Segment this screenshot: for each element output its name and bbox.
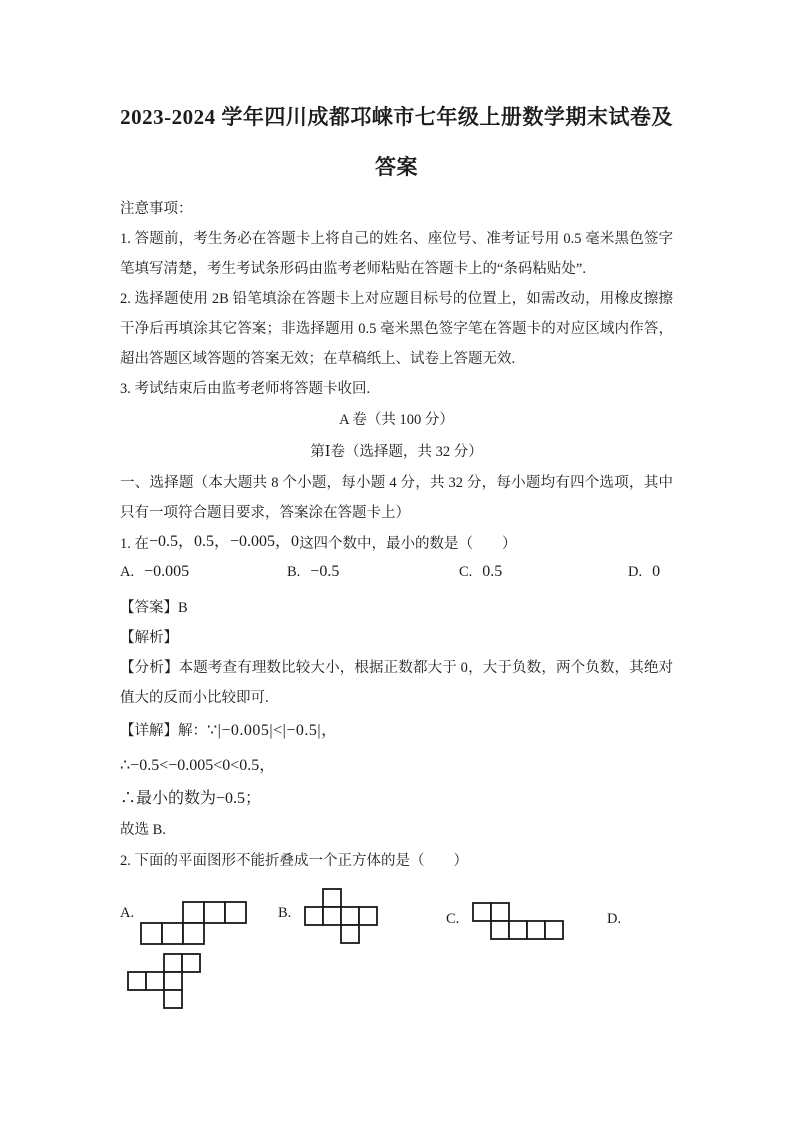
notice-item-3: 3. 考试结束后由监考老师将答题卡收回. bbox=[120, 381, 371, 397]
notice-item-1: 1. 答题前，考生务必在答题卡上将自己的姓名、座位号、准考证号用 0.5 毫米黑色签字笔填写清楚，考生考试条形码由监考老师粘贴在答题卡上的“条码粘贴处”. bbox=[120, 231, 673, 277]
option-d-value: 0 bbox=[652, 563, 661, 580]
answer-value: B bbox=[178, 600, 188, 616]
analysis-text: 本题考查有理数比较大小，根据正数都大于 0，大于负数，两个负数，其绝对值大的反而小比较即可. bbox=[120, 660, 673, 706]
option-c-value: 0.5 bbox=[482, 563, 503, 580]
answer-line bbox=[120, 593, 673, 623]
q2-option-d-label: D. bbox=[607, 911, 622, 927]
solution-conclusion: 故选 B. bbox=[120, 822, 166, 838]
paper-title-line2: 答案 bbox=[375, 155, 418, 179]
option-b-value: −0.5 bbox=[310, 563, 340, 580]
choice-section-intro: 一、选择题（本大题共 8 个小题，每小题 4 分，共 32 分，每小题均有四个选项，其中只有一项符合题目要求，答案涂在答题卡上） bbox=[120, 475, 673, 521]
question-1-numbers: −0.5，0.5，−0.005，0 bbox=[149, 533, 300, 550]
q2-option-a-label: A. bbox=[120, 905, 135, 921]
q2-option-b-label: B. bbox=[278, 905, 292, 921]
section-volume-a: A 卷（共 100 分） bbox=[339, 412, 454, 428]
analysis-heading: 【解析】 bbox=[120, 630, 178, 646]
solution-step-2: ∴最小的数为−0.5； bbox=[120, 790, 262, 807]
question-1-option-d bbox=[628, 563, 660, 581]
section-part-one: 第Ⅰ卷（选择题，共 32 分） bbox=[310, 444, 483, 460]
notice-item-2: 2. 选择题使用 2B 铅笔填涂在答题卡上对应题目标号的位置上，如需改动，用橡皮擦擦干净后再填涂其它答案；非选择题用 0.5 毫米黑色签字笔在答题卡的对应区域内作答，超出答题区域答题的答案无效；在草稿纸上、试卷上答题无效. bbox=[120, 291, 673, 367]
q2-option-c-label: C. bbox=[446, 911, 460, 927]
cube-net-diagram-b bbox=[304, 888, 378, 944]
analysis-label: 【分析】 bbox=[120, 660, 179, 676]
paper-title bbox=[120, 92, 673, 192]
question-2-figures bbox=[120, 879, 673, 1024]
question-1-option-a bbox=[120, 563, 189, 581]
detail-line bbox=[120, 713, 673, 749]
notice-heading: 注意事项： bbox=[120, 201, 193, 217]
cube-net-diagram-c bbox=[472, 902, 564, 940]
question-1-option-b bbox=[287, 563, 339, 581]
detail-label: 【详解】解： bbox=[120, 723, 207, 739]
question-2-stem: 2. 下面的平面图形不能折叠成一个正方体的是（ ） bbox=[120, 853, 468, 869]
option-a-value: −0.005 bbox=[144, 563, 190, 580]
option-a-label: A. bbox=[120, 564, 135, 580]
question-1-options bbox=[120, 563, 673, 593]
question-1-stem bbox=[120, 528, 673, 560]
paper-title-line1: 2023-2024 学年四川成都邛崃市七年级上册数学期末试卷及 bbox=[120, 105, 673, 129]
option-d-label: D. bbox=[628, 564, 643, 580]
answer-tag: 【答案】 bbox=[120, 600, 178, 616]
question-1-stem-suffix: 这四个数中，最小的数是（ ） bbox=[299, 536, 517, 552]
analysis-paragraph bbox=[120, 653, 673, 713]
solution-step-1: ∴−0.5<−0.005<0<0.5， bbox=[120, 757, 276, 774]
cube-net-diagram-a bbox=[140, 901, 247, 945]
option-b-label: B. bbox=[287, 564, 301, 580]
cube-net-diagram-d bbox=[127, 953, 201, 1009]
question-1-stem-prefix: 1. 在 bbox=[120, 536, 149, 552]
option-c-label: C. bbox=[459, 564, 473, 580]
detail-math-expression: ∵|−0.005|<|−0.5|， bbox=[207, 722, 338, 739]
question-1-option-c bbox=[459, 563, 502, 581]
